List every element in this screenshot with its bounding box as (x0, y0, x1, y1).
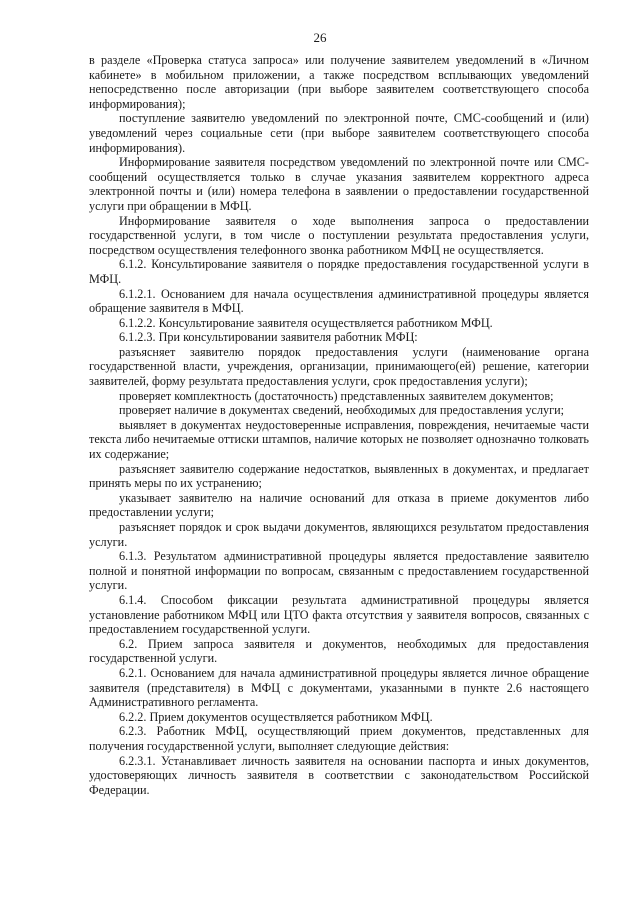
paragraph: 6.1.2.2. Консультирование заявителя осуществляется работником МФЦ. (119, 315, 493, 330)
paragraph: 6.1.2.1. Основанием для начала осуществления административной процедуры является обращение заявителя в МФЦ. (89, 286, 589, 316)
section-heading: 6.1.2. Консультирование заявителя о порядке предоставления государственной услуги в МФЦ. (89, 257, 589, 286)
paragraph: в разделе «Проверка статуса запроса» или получение заявителем уведомлений в «Личном кабинете» в мобильном приложении, а также посредством всплывающих уведомлений непосредственно после авторизации (при выборе заявителем соответствующего способа информирования); (89, 53, 589, 111)
list-item: разъясняет заявителю порядок предоставления услуги (наименование органа государственной власти, учреждения, организации, принимающего(ей) решение, категории заявителей, форму результата предоставления услуги, срок предоставления услуги); (89, 344, 589, 389)
document-body (89, 53, 589, 797)
paragraph: 6.2.3.1. Устанавливает личность заявителя на основании паспорта и иных документов, удостоверяющих личность заявителя в соответствии с законодательством Российской Федерации. (89, 753, 589, 797)
paragraph: 6.2.2. Прием документов осуществляется работником МФЦ. (119, 709, 433, 724)
paragraph: 6.1.4. Способом фиксации результата административной процедуры является установление работником МФЦ или ЦТО факта отсутствия у заявителя вопросов, связанных с предоставлением государственной услуги. (89, 592, 589, 637)
paragraph: Информирование заявителя о ходе выполнения запроса о предоставлении государственной услуги, в том числе о поступлении результата предоставления услуги, посредством осуществления телефонного звонка работником МФЦ не осуществляется. (89, 213, 589, 257)
list-item: разъясняет порядок и срок выдачи документов, являющихся результатом предоставления услуги. (89, 520, 589, 549)
list-item: выявляет в документах неудостоверенные исправления, повреждения, нечитаемые части текста либо нечитаемые оттиски штампов, наличие которых не позволяет однозначно толковать их содержание; (89, 417, 589, 462)
paragraph: Информирование заявителя посредством уведомлений по электронной почте или СМС-сообщений осуществляется только в случае указания заявителем корректного адреса электронной почты и (или) номера телефона в заявлении о предоставлении государственной услуги при обращении в МФЦ. (89, 155, 589, 213)
section-heading: 6.2. Прием запроса заявителя и документов, необходимых для предоставления государственной услуги. (89, 636, 589, 666)
list-item: указывает заявителю на наличие оснований для отказа в приеме документов либо предоставлении услуги; (89, 490, 589, 520)
list-item: проверяет комплектность (достаточность) представленных заявителем документов; (119, 388, 554, 403)
page-number: 26 (313, 30, 327, 45)
list-item: проверяет наличие в документах сведений, необходимых для предоставления услуги; (119, 403, 565, 418)
paragraph: 6.2.3. Работник МФЦ, осуществляющий прием документов, представленных для получения государственной услуги, выполняет следующие действия: (89, 724, 589, 753)
list-item: разъясняет заявителю содержание недостатков, выявленных в документах, и предлагает принять меры по их устранению; (89, 461, 589, 491)
paragraph: 6.1.2.3. При консультировании заявителя работник МФЦ: (119, 330, 418, 345)
paragraph: 6.1.3. Результатом административной процедуры является предоставление заявителю полной и понятной информации по вопросам, связанным с предоставлением государственной услуги. (89, 549, 589, 593)
paragraph: поступление заявителю уведомлений по электронной почте, СМС-сообщений и (или) уведомлений через социальные сети (при выборе заявителем соответствующего способа информирования). (89, 111, 589, 155)
paragraph: 6.2.1. Основанием для начала административной процедуры является личное обращение заявителя (представителя) в МФЦ с документами, указанными в пункте 2.6 настоящего Административного регламента. (89, 665, 589, 710)
